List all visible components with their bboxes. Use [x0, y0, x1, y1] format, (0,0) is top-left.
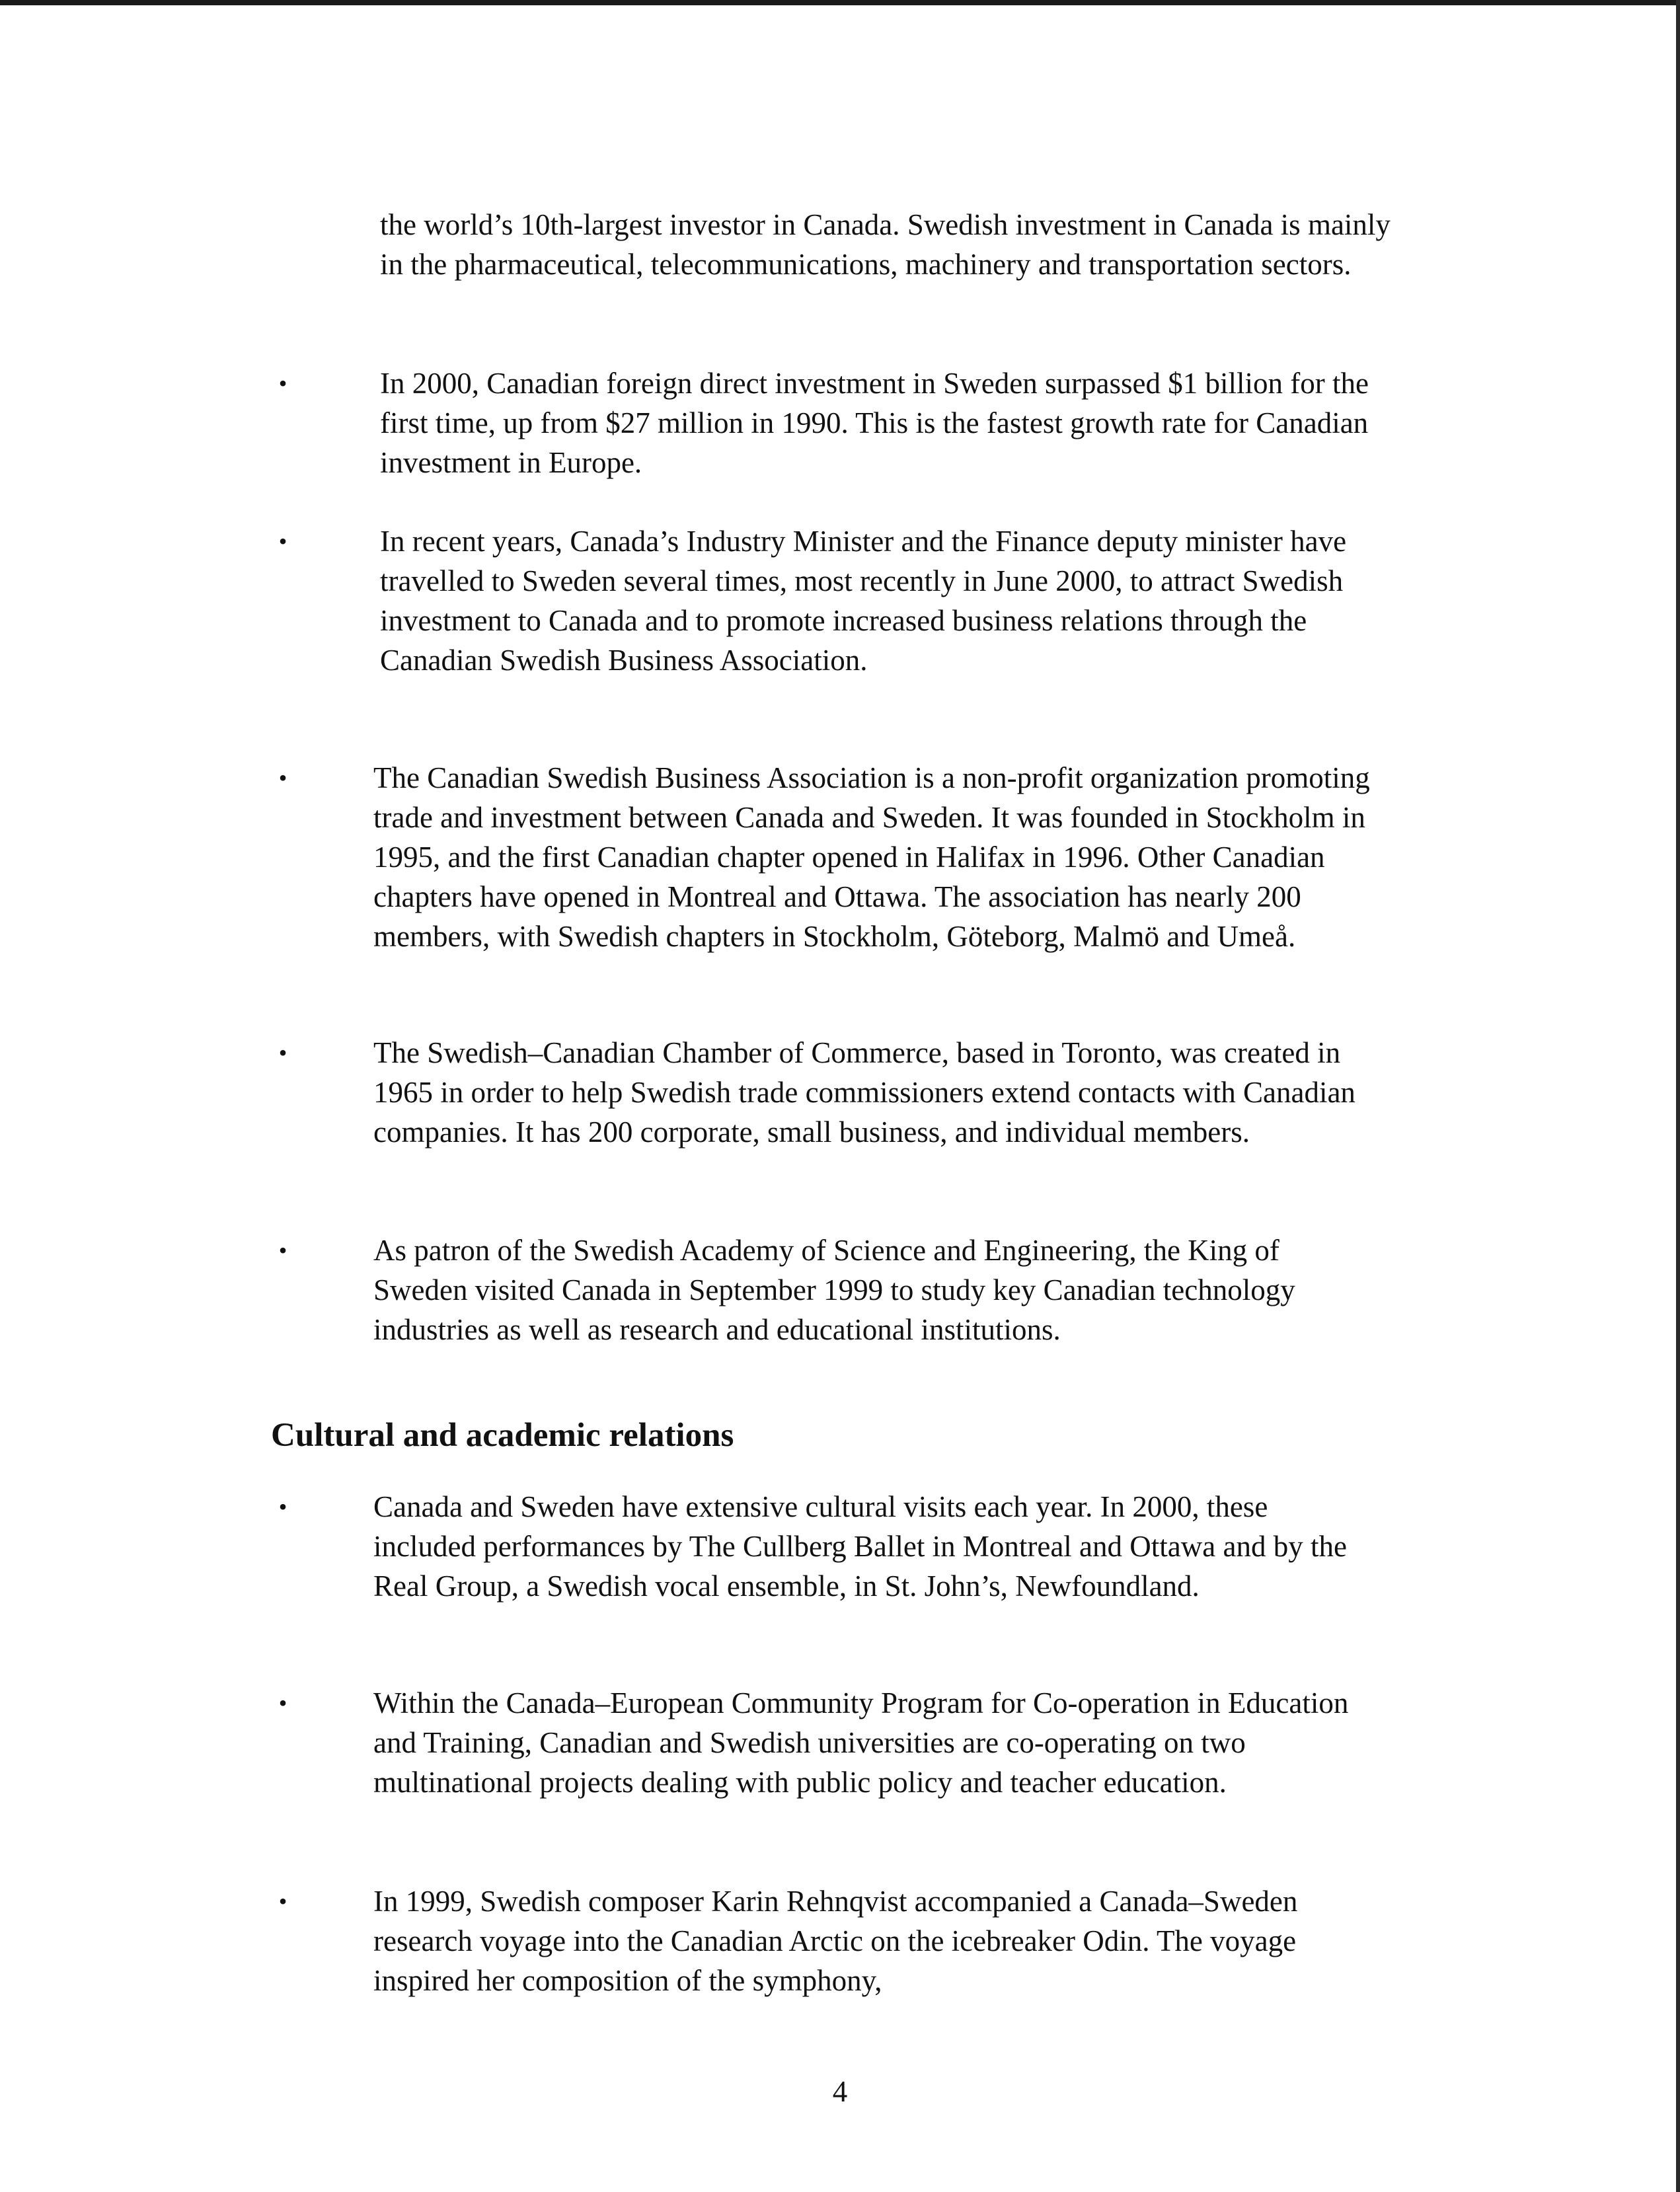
bullet-marker: •	[278, 528, 287, 554]
bullet-marker: •	[278, 765, 287, 791]
bullet-item-king-of-sweden: As patron of the Swedish Academy of Science and Engineering, the King of Sweden visited Canada in September 1999 to study key Canadian technology industries as well as research and educational institutions.	[373, 1234, 1295, 1346]
bullet-marker: •	[278, 1237, 287, 1264]
continuation-paragraph: the world’s 10th-largest investor in Canada. Swedish investment in Canada is mainly in the pharmaceutical, telecommunications, machinery and transportation sectors.	[380, 208, 1391, 281]
bullet-item-business-association: The Canadian Swedish Business Association is a non-profit organization promoting trade and investment between Canada and Sweden. It was founded in Stockholm in 1995, and the first Canadian chapter opened in Halifax in 1996. Other Canadian chapters have opened in Montreal and Ottawa. The association has nearly 200 members, with Swedish chapters in Stockholm, Göteborg, Malmö and Umeå.	[373, 761, 1370, 953]
bullet-item-fdi-sweden: In 2000, Canadian foreign direct investment in Sweden surpassed $1 billion for the first time, up from $27 million in 1990. This is the fastest growth rate for Canadian investment in Europe.	[380, 367, 1369, 479]
bullet-item-chamber-of-commerce: The Swedish–Canadian Chamber of Commerce, based in Toronto, was created in 1965 in order to help Swedish trade commissioners extend contacts with Canadian companies. It has 200 corporate, small business, and individual members.	[373, 1036, 1355, 1149]
bullet-item-composer-voyage: In 1999, Swedish composer Karin Rehnqvist accompanied a Canada–Sweden research voyage into the Canadian Arctic on the icebreaker Odin. The voyage inspired her composition of the symphony,	[373, 1885, 1298, 1997]
bullet-item-education-program: Within the Canada–European Community Program for Co-operation in Education and Training, Canadian and Swedish universities are co-operating on two multinational projects dealing with public policy and teacher education.	[373, 1686, 1349, 1799]
page-number: 4	[832, 2075, 848, 2108]
bullet-marker: •	[278, 1690, 287, 1716]
bullet-marker: •	[278, 370, 287, 397]
section-heading: Cultural and academic relations	[271, 1417, 734, 1454]
bullet-marker: •	[278, 1493, 287, 1520]
bullet-marker: •	[278, 1888, 287, 1914]
bullet-marker: •	[278, 1039, 287, 1066]
bullet-item-industry-minister: In recent years, Canada’s Industry Minister and the Finance deputy minister have travelled to Sweden several times, most recently in June 2000, to attract Swedish investment to Canada and to promote increased business relations through the Canadian Swedish Business Association.	[380, 525, 1347, 677]
bullet-item-cultural-visits: Canada and Sweden have extensive cultural visits each year. In 2000, these included performances by The Cullberg Ballet in Montreal and Ottawa and by the Real Group, a Swedish vocal ensemble, in St. John’s, Newfoundland.	[373, 1490, 1347, 1603]
